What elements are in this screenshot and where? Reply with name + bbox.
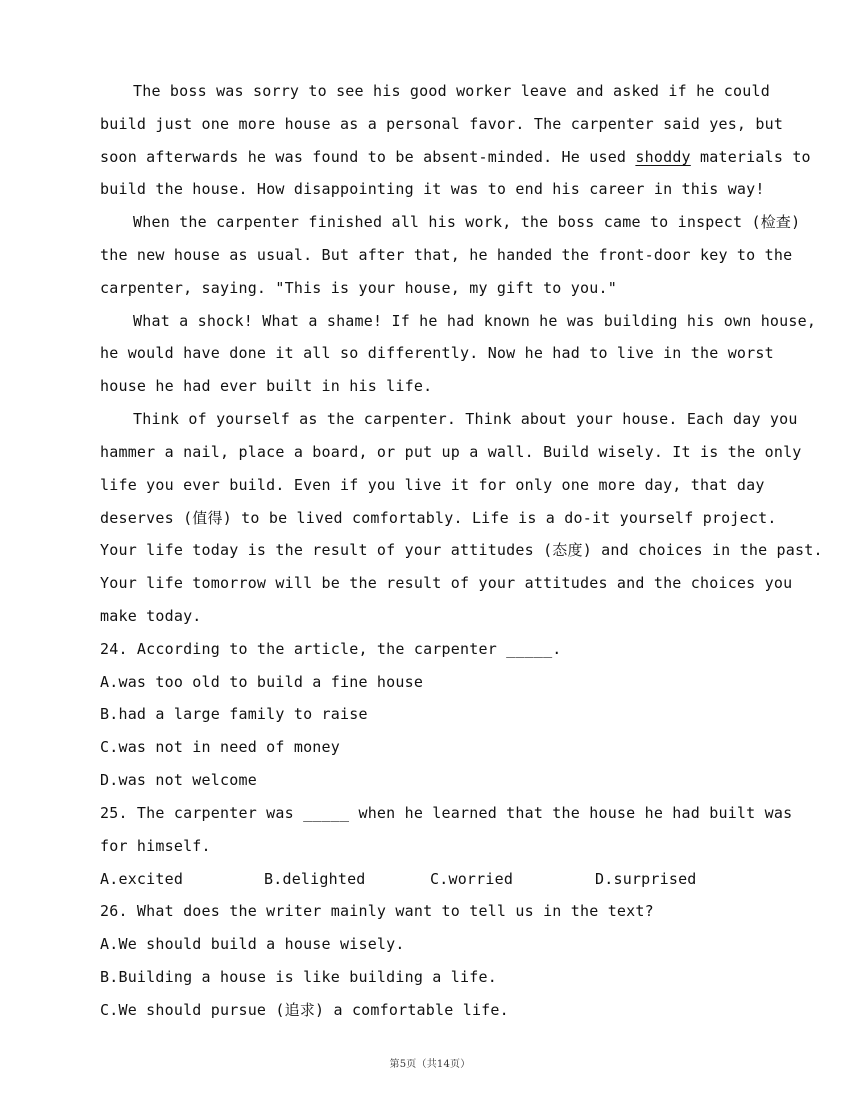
question-25-option-a: A.excited — [100, 870, 184, 888]
question-24-option-a: A.was too old to build a fine house — [100, 673, 424, 691]
passage-line: Think of yourself as the carpenter. Think about your house. Each day you — [133, 410, 798, 428]
passage-text: materials to — [690, 148, 811, 166]
question-25-option-b: B.delighted — [264, 870, 366, 888]
passage-line: make today. — [100, 607, 202, 625]
passage-line: Your life today is the result of your attitudes (态度) and choices in the past. — [100, 541, 823, 559]
passage-line: Your life tomorrow will be the result of your attitudes and the choices you — [100, 574, 793, 592]
passage-text: soon afterwards he was found to be absent-minded. He used — [100, 148, 636, 166]
passage-line: the new house as usual. But after that, he handed the front-door key to the — [100, 246, 793, 264]
passage-line: hammer a nail, place a board, or put up a wall. Build wisely. It is the only — [100, 443, 802, 461]
page-number: 第5页（共14页） — [389, 1059, 471, 1070]
question-26-option-b: B.Building a house is like building a life. — [100, 968, 497, 986]
passage-line: house he had ever built in his life. — [100, 377, 433, 395]
question-25-option-d: D.surprised — [595, 870, 697, 888]
passage-line: deserves (值得) to be lived comfortably. Life is a do-it yourself project. — [100, 509, 777, 527]
passage-line: When the carpenter finished all his work, the boss came to inspect (检查) — [133, 213, 801, 231]
passage-line: he would have done it all so differently. Now he had to live in the worst — [100, 344, 774, 362]
question-25-option-c: C.worried — [430, 870, 514, 888]
question-24-stem: 24. According to the article, the carpenter _____. — [100, 640, 562, 658]
question-24-option-d: D.was not welcome — [100, 771, 257, 789]
question-24-option-b: B.had a large family to raise — [100, 705, 368, 723]
question-25-stem-cont: for himself. — [100, 837, 211, 855]
passage-line: What a shock! What a shame! If he had known he was building his own house, — [133, 312, 817, 330]
question-24-option-c: C.was not in need of money — [100, 738, 340, 756]
question-26-option-c: C.We should pursue (追求) a comfortable life. — [100, 1001, 509, 1019]
question-25-stem: 25. The carpenter was _____ when he learned that the house he had built was — [100, 804, 793, 822]
passage-line — [100, 147, 811, 167]
passage-line: build the house. How disappointing it was to end his career in this way! — [100, 180, 765, 198]
question-26-stem: 26. What does the writer mainly want to tell us in the text? — [100, 902, 654, 920]
underlined-word: shoddy — [635, 148, 691, 166]
passage-line: build just one more house as a personal favor. The carpenter said yes, but — [100, 115, 784, 133]
passage-line: carpenter, saying. "This is your house, my gift to you." — [100, 279, 617, 297]
passage-line: life you ever build. Even if you live it for only one more day, that day — [100, 476, 765, 494]
question-26-option-a: A.We should build a house wisely. — [100, 935, 405, 953]
passage-line: The boss was sorry to see his good worker leave and asked if he could — [133, 82, 770, 100]
